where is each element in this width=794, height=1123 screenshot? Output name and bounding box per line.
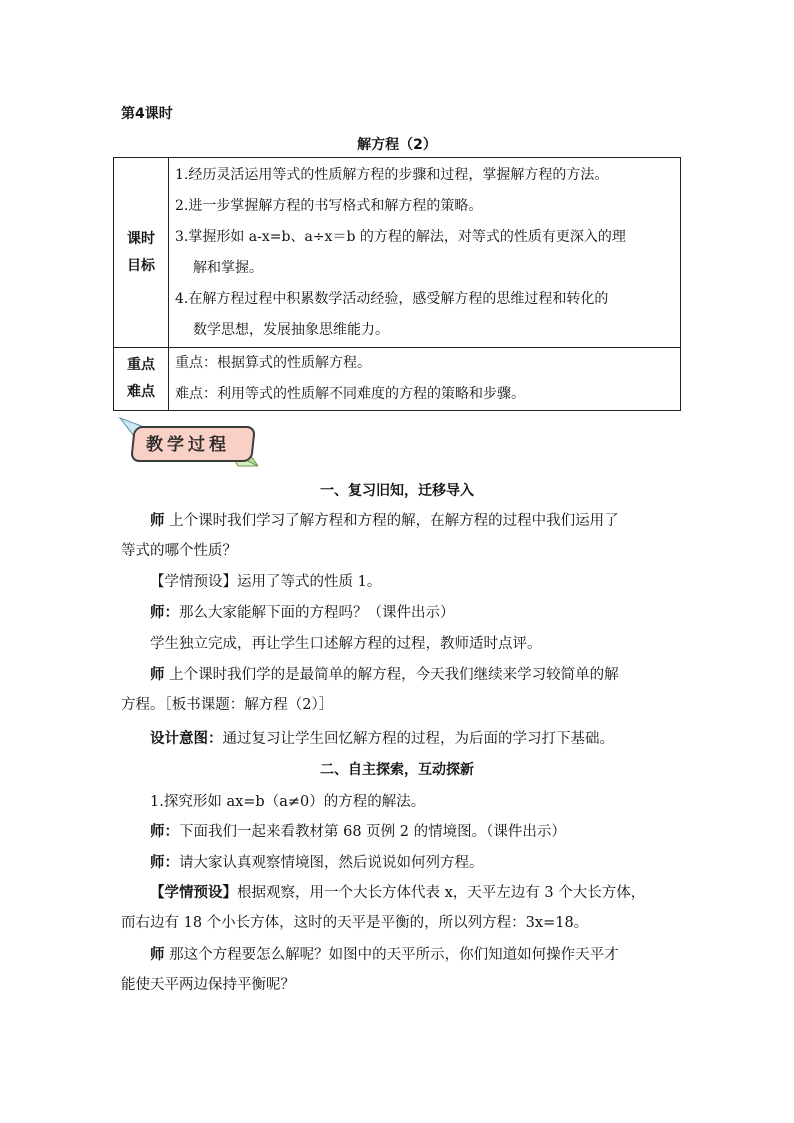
objective-item-4: 4.在解方程过程中积累数学活动经验，感受解方程的思维过程和转化的 bbox=[175, 290, 609, 307]
s2-p2-label: 师： bbox=[150, 823, 179, 840]
s1-p2-label: 【学情预设】 bbox=[150, 574, 237, 590]
objective-item-3-cont: 解和掌握。 bbox=[193, 259, 263, 276]
s2-paragraph-4 bbox=[121, 878, 681, 908]
objectives-head-line1: 课时 bbox=[127, 230, 155, 247]
s1-p6-label: 设计意图： bbox=[150, 730, 223, 747]
page-title: 解方程（2） bbox=[357, 137, 437, 153]
s1-p5-label: 师 bbox=[150, 666, 165, 683]
s2-p5-cont: 能使天平两边保持平衡呢？ bbox=[121, 977, 295, 993]
s2-p3-text: 请大家认真观察情境图，然后说说如何列方程。 bbox=[179, 855, 484, 871]
objective-item-2: 2.进一步掌握解方程的书写格式和解方程的策略。 bbox=[175, 197, 483, 214]
s2-paragraph-3 bbox=[121, 848, 681, 878]
objectives-body bbox=[169, 158, 681, 348]
s1-paragraph-2 bbox=[121, 567, 681, 597]
s2-paragraph-1: 1.探究形如 ax=b（a≠0）的方程的解法。 bbox=[150, 794, 426, 810]
lesson-label: 第4课时 bbox=[121, 106, 173, 122]
teaching-process-badge bbox=[118, 416, 263, 468]
keypoints-head-line2: 难点 bbox=[127, 384, 155, 400]
s1-paragraph-3 bbox=[121, 598, 681, 628]
s2-p4-cont: 而右边有 18 个小长方体，这时的天平是平衡的，所以列方程：3x=18。 bbox=[121, 915, 589, 931]
objectives-head bbox=[114, 158, 169, 348]
s1-p1-label: 师 bbox=[150, 512, 165, 529]
s1-paragraph-4: 学生独立完成，再让学生口述解方程的过程，教师适时点评。 bbox=[150, 636, 542, 652]
s2-paragraph-2 bbox=[121, 817, 681, 847]
s1-paragraph-6 bbox=[121, 724, 681, 754]
s2-p5-label: 师 bbox=[150, 946, 165, 963]
s2-paragraph-5 bbox=[121, 940, 681, 970]
s1-p1-cont: 等式的哪个性质？ bbox=[121, 543, 237, 559]
objective-item-1: 1.经历灵活运用等式的性质解方程的步骤和过程，掌握解方程的方法。 bbox=[175, 166, 609, 183]
keypoints-head bbox=[114, 348, 169, 411]
s1-paragraph-5 bbox=[121, 660, 681, 690]
objectives-table bbox=[113, 157, 681, 411]
s1-p3-text: 那么大家能解下面的方程吗？（课件出示） bbox=[179, 605, 455, 621]
s1-p6-text: 通过复习让学生回忆解方程的过程，为后面的学习打下基础。 bbox=[222, 731, 614, 747]
s2-p4-text: 根据观察，用一个大长方体代表 x，天平左边有 3 个大长方体， bbox=[237, 885, 646, 901]
s2-p4-label: 【学情预设】 bbox=[150, 884, 237, 901]
s1-p3-label: 师： bbox=[150, 604, 179, 621]
s2-p2-text: 下面我们一起来看教材第 68 页例 2 的情境图。（课件出示） bbox=[179, 824, 566, 840]
objective-item-4-cont: 数学思想，发展抽象思维能力。 bbox=[193, 321, 389, 338]
objectives-head-line2: 目标 bbox=[127, 257, 155, 274]
s2-p5-text: 那这个方程要怎么解呢？如图中的天平所示，你们知道如何操作天平才 bbox=[169, 947, 619, 963]
objective-item-3: 3.掌握形如 a-x=b、a÷x＝b 的方程的解法，对等式的性质有更深入的理 bbox=[175, 228, 626, 245]
s1-p2-text: 运用了等式的性质 1。 bbox=[237, 574, 382, 590]
s1-p1-text: 上个课时我们学习了解方程和方程的解，在解方程的过程中我们运用了 bbox=[169, 513, 619, 529]
s1-p5-text: 上个课时我们学的是最简单的解方程，今天我们继续来学习较简单的解 bbox=[169, 667, 619, 683]
s2-p3-label: 师： bbox=[150, 854, 179, 871]
badge-label: 教学过程 bbox=[146, 435, 230, 455]
section2-heading: 二、自主探索，互动探新 bbox=[320, 762, 474, 778]
s1-p5-cont: 方程。［板书课题：解方程（2）］ bbox=[121, 697, 334, 713]
keypoint-key: 重点：根据算式的性质解方程。 bbox=[175, 355, 371, 371]
section1-heading: 一、复习旧知，迁移导入 bbox=[320, 483, 474, 499]
s1-paragraph-1 bbox=[121, 506, 681, 536]
keypoints-body bbox=[169, 348, 681, 411]
keypoint-difficulty: 难点：利用等式的性质解不同难度的方程的策略和步骤。 bbox=[175, 386, 525, 402]
keypoints-head-line1: 重点 bbox=[127, 357, 155, 373]
